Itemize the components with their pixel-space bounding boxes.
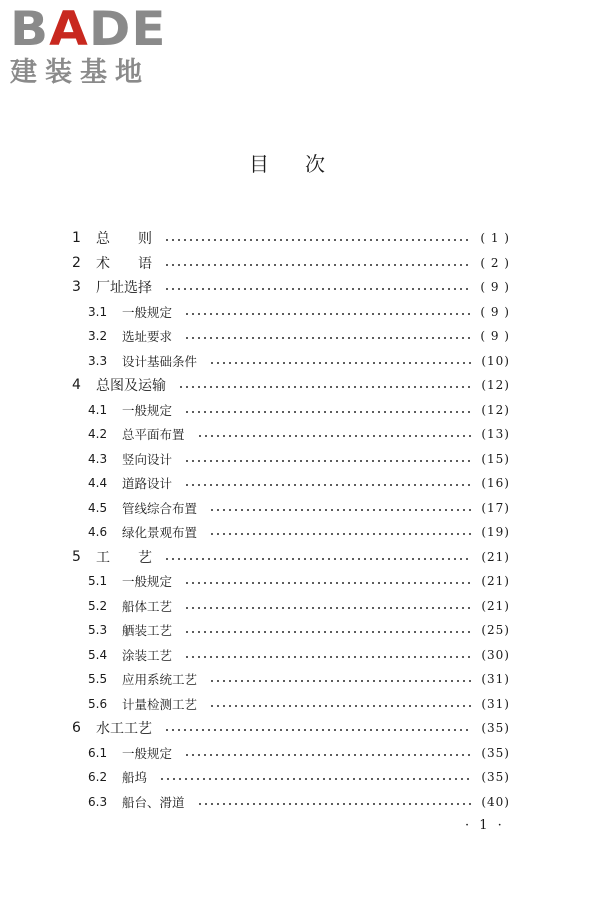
dot-leader [184, 460, 471, 462]
toc-entry[interactable] [0, 790, 600, 814]
toc-entry-label: 船坞 [122, 770, 148, 785]
toc-entry[interactable] [0, 569, 600, 593]
toc-entry-number: 6.2 [88, 770, 108, 784]
toc-entry[interactable] [0, 324, 600, 348]
toc-entry-label: 术 语 [96, 255, 152, 272]
dot-leader [164, 239, 470, 241]
toc-entry-number: 3.1 [88, 304, 108, 319]
toc-entry[interactable] [0, 373, 600, 397]
toc-entry-number: 4.1 [88, 402, 108, 417]
toc-entry-number: 4.6 [88, 525, 108, 539]
toc-entry-page: (17) [481, 500, 510, 515]
toc-entry-number: 4.2 [88, 427, 108, 441]
toc-entry-number: 6.1 [88, 745, 108, 760]
toc-entry[interactable] [0, 496, 600, 520]
toc-entry-page: ( 9 ) [480, 329, 510, 343]
toc-entry[interactable] [0, 300, 600, 324]
toc-entry-page: (10) [481, 353, 510, 368]
toc-entry[interactable] [0, 643, 600, 667]
toc-entry-number: 5.2 [88, 598, 108, 613]
toc-entry-page: (31) [481, 696, 510, 711]
toc-entry[interactable] [0, 520, 600, 544]
toc-entry-label: 计量检测工艺 [122, 696, 198, 712]
toc-entry-number: 4.5 [88, 500, 108, 515]
toc-entry[interactable] [0, 349, 600, 373]
toc-entry[interactable] [0, 398, 600, 422]
toc-entry-label: 水工工艺 [96, 721, 152, 737]
toc-entry-number: 5.5 [88, 672, 108, 686]
toc-entry-label: 船体工艺 [122, 598, 173, 614]
toc-entry-page: ( 1 ) [480, 231, 510, 245]
toc-entry-page: (35) [481, 745, 510, 760]
dot-leader [209, 680, 471, 682]
toc-entry-number: 3 [72, 279, 81, 295]
toc-entry-label: 总 则 [96, 231, 152, 247]
dot-leader [184, 656, 471, 658]
toc-entry-label: 总图及运输 [96, 378, 166, 394]
toc-entry[interactable] [0, 594, 600, 618]
dot-leader [184, 484, 471, 486]
toc-entry-number: 5 [72, 548, 81, 565]
logo-mark: BADE [10, 1, 167, 57]
toc-entry-label: 一般规定 [122, 402, 173, 418]
toc-entry-number: 5.1 [88, 574, 108, 588]
toc-entry-label: 总平面布置 [122, 427, 185, 442]
toc-entry-label: 道路设计 [122, 476, 173, 491]
toc-entry-label: 选址要求 [122, 329, 173, 344]
toc-entry-label: 竖向设计 [122, 451, 173, 467]
dot-leader [209, 362, 471, 364]
dot-leader [184, 631, 471, 633]
page-number: · 1 · [465, 818, 505, 833]
dot-leader [184, 754, 471, 756]
dot-leader [164, 288, 470, 290]
toc-entry-number: 4.3 [88, 451, 108, 466]
toc-entry-page: (21) [481, 574, 510, 588]
toc-entry-label: 一般规定 [122, 304, 173, 320]
toc-entry-page: ( 2 ) [480, 255, 510, 270]
toc-entry-label: 涂装工艺 [122, 647, 173, 663]
dot-leader [197, 435, 471, 437]
toc-entry-label: 设计基础条件 [122, 353, 198, 369]
toc-entry-page: (12) [481, 402, 510, 417]
toc-entry-page: (19) [481, 525, 510, 539]
toc-entry[interactable] [0, 716, 600, 740]
dot-leader [164, 558, 471, 560]
toc-entry-page: (25) [481, 623, 510, 637]
page-title: 目次 [249, 152, 361, 176]
toc-entry-page: ( 9 ) [480, 280, 510, 294]
toc-entry-number: 5.6 [88, 696, 108, 711]
dot-leader [178, 386, 471, 388]
toc-entry[interactable] [0, 447, 600, 471]
toc-entry-page: (12) [481, 378, 510, 392]
toc-entry-number: 1 [72, 230, 81, 246]
toc-entry[interactable] [0, 765, 600, 789]
toc-entry[interactable] [0, 667, 600, 691]
toc-entry-page: (21) [481, 598, 510, 613]
toc-entry[interactable] [0, 226, 600, 250]
toc-entry[interactable] [0, 275, 600, 299]
toc-entry-page: (21) [481, 549, 510, 564]
toc-entry-number: 6.3 [88, 794, 108, 809]
dot-leader [197, 803, 471, 805]
toc-entry-number: 5.3 [88, 623, 108, 637]
toc-entry-number: 3.2 [88, 329, 108, 343]
toc-entry-label: 工 艺 [96, 549, 152, 566]
toc-entry[interactable] [0, 422, 600, 446]
toc-entry-page: (16) [481, 476, 510, 490]
toc-entry-page: (31) [481, 672, 510, 686]
toc-entry-number: 3.3 [88, 353, 108, 368]
dot-leader [209, 705, 471, 707]
toc-entry[interactable] [0, 618, 600, 642]
toc-entry[interactable] [0, 545, 600, 569]
toc-entry-page: (35) [481, 770, 510, 784]
bade-logo [10, 1, 180, 90]
toc-entry[interactable] [0, 692, 600, 716]
toc-entry[interactable] [0, 471, 600, 495]
toc-entry-label: 一般规定 [122, 745, 173, 761]
toc-entry-page: (30) [481, 647, 510, 662]
dot-leader [184, 337, 470, 339]
dot-leader [164, 729, 471, 731]
toc-entry-label: 厂址选择 [96, 280, 152, 296]
toc-entry-page: (15) [481, 451, 510, 466]
toc-entry[interactable] [0, 251, 600, 275]
toc-entry-page: (40) [481, 794, 510, 809]
toc-entry[interactable] [0, 741, 600, 765]
toc-entry-number: 6 [72, 720, 81, 736]
dot-leader [209, 509, 471, 511]
toc-entry-page: (13) [481, 427, 510, 441]
toc-entry-label: 绿化景观布置 [122, 525, 198, 540]
logo-subtitle: 建装基地 [10, 57, 150, 88]
dot-leader [209, 533, 471, 535]
toc-entry-number: 4 [72, 377, 81, 393]
toc-entry-label: 船台、滑道 [122, 794, 185, 810]
dot-leader [159, 778, 471, 780]
toc-entry-number: 5.4 [88, 647, 108, 662]
toc-entry-label: 应用系统工艺 [122, 672, 198, 687]
toc-entry-number: 4.4 [88, 476, 108, 490]
toc-entry-page: (35) [481, 721, 510, 735]
dot-leader [184, 607, 471, 609]
dot-leader [184, 582, 471, 584]
dot-leader [184, 411, 471, 413]
toc-entry-label: 舾装工艺 [122, 623, 173, 638]
toc-entry-number: 2 [72, 254, 81, 271]
toc-entry-page: ( 9 ) [480, 304, 510, 319]
toc-entry-label: 管线综合布置 [122, 500, 198, 516]
toc-entry-label: 一般规定 [122, 574, 173, 589]
dot-leader [164, 264, 470, 266]
dot-leader [184, 313, 470, 315]
